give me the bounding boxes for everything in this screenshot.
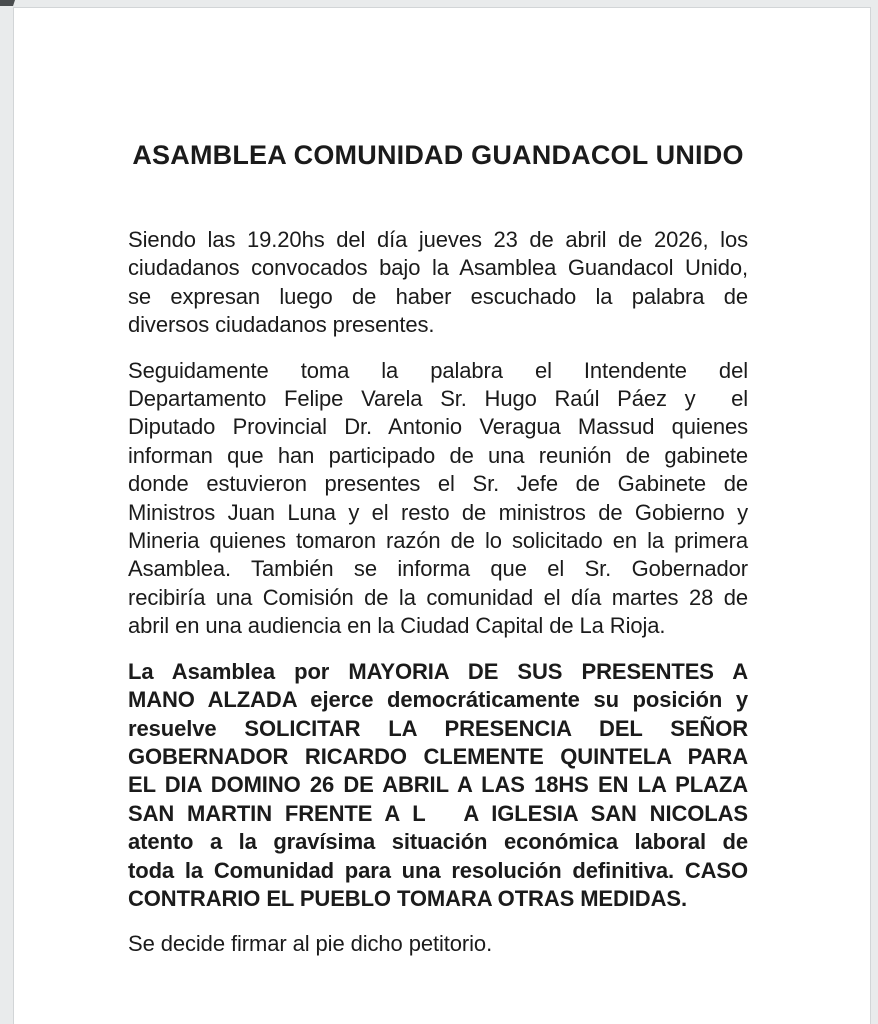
text-line: se expresan luego de haber escuchado la palabra de — [128, 283, 748, 309]
text-line: EL DIA DOMINO 26 DE ABRIL A LAS 18HS EN LA PLAZA — [128, 772, 748, 798]
paragraph-closing — [128, 930, 748, 958]
text-line: Departamento Felipe Varela Sr. Hugo Raúl Páez y el — [128, 386, 748, 412]
paragraph-resolution — [128, 658, 748, 914]
paragraph-opening — [128, 226, 748, 340]
text-line: diversos ciudadanos presentes. — [128, 312, 435, 338]
text-line: toda la Comunidad para una resolución definitiva. CASO — [128, 857, 748, 883]
text-line: Asamblea. También se informa que el Sr. Gobernador — [128, 556, 748, 582]
scan-artifact — [0, 0, 15, 6]
document-content — [14, 8, 870, 959]
text-line: Mineria quienes tomaron razón de lo solicitado en la primera — [128, 528, 748, 554]
text-line: abril en una audiencia en la Ciudad Capital de La Rioja. — [128, 613, 666, 639]
text-line: CONTRARIO EL PUEBLO TOMARA OTRAS MEDIDAS. — [128, 885, 687, 911]
text-line: GOBERNADOR RICARDO CLEMENTE QUINTELA PARA — [128, 743, 748, 769]
text-line: ciudadanos convocados bajo la Asamblea Guandacol Unido, — [128, 255, 748, 281]
document-page — [13, 7, 871, 1024]
text-line: recibiría una Comisión de la comunidad el día martes 28 de — [128, 584, 748, 610]
text-line: MANO ALZADA ejerce democráticamente su posición y — [128, 687, 748, 713]
text-line: donde estuvieron presentes el Sr. Jefe de Gabinete de — [128, 471, 748, 497]
text-line: informan que han participado de una reunión de gabinete — [128, 442, 748, 468]
text-line: resuelve SOLICITAR LA PRESENCIA DEL SEÑOR — [128, 715, 748, 741]
text-line: atento a la gravísima situación económica laboral de — [128, 829, 748, 855]
text-line: Diputado Provincial Dr. Antonio Veragua Massud quienes — [128, 414, 748, 440]
paragraph-report — [128, 357, 748, 641]
text-line: Se decide firmar al pie dicho petitorio. — [128, 931, 493, 957]
text-line: SAN MARTIN FRENTE A L A IGLESIA SAN NICOLAS — [128, 800, 748, 826]
text-line: La Asamblea por MAYORIA DE SUS PRESENTES A — [128, 658, 748, 684]
text-line: Siendo las 19.20hs del día jueves 23 de abril de 2026, los — [128, 227, 748, 252]
text-line: Ministros Juan Luna y el resto de ministros de Gobierno y — [128, 499, 748, 525]
text-line: Seguidamente toma la palabra el Intendente del — [128, 357, 748, 383]
document-title: ASAMBLEA COMUNIDAD GUANDACOL UNIDO — [132, 140, 744, 170]
